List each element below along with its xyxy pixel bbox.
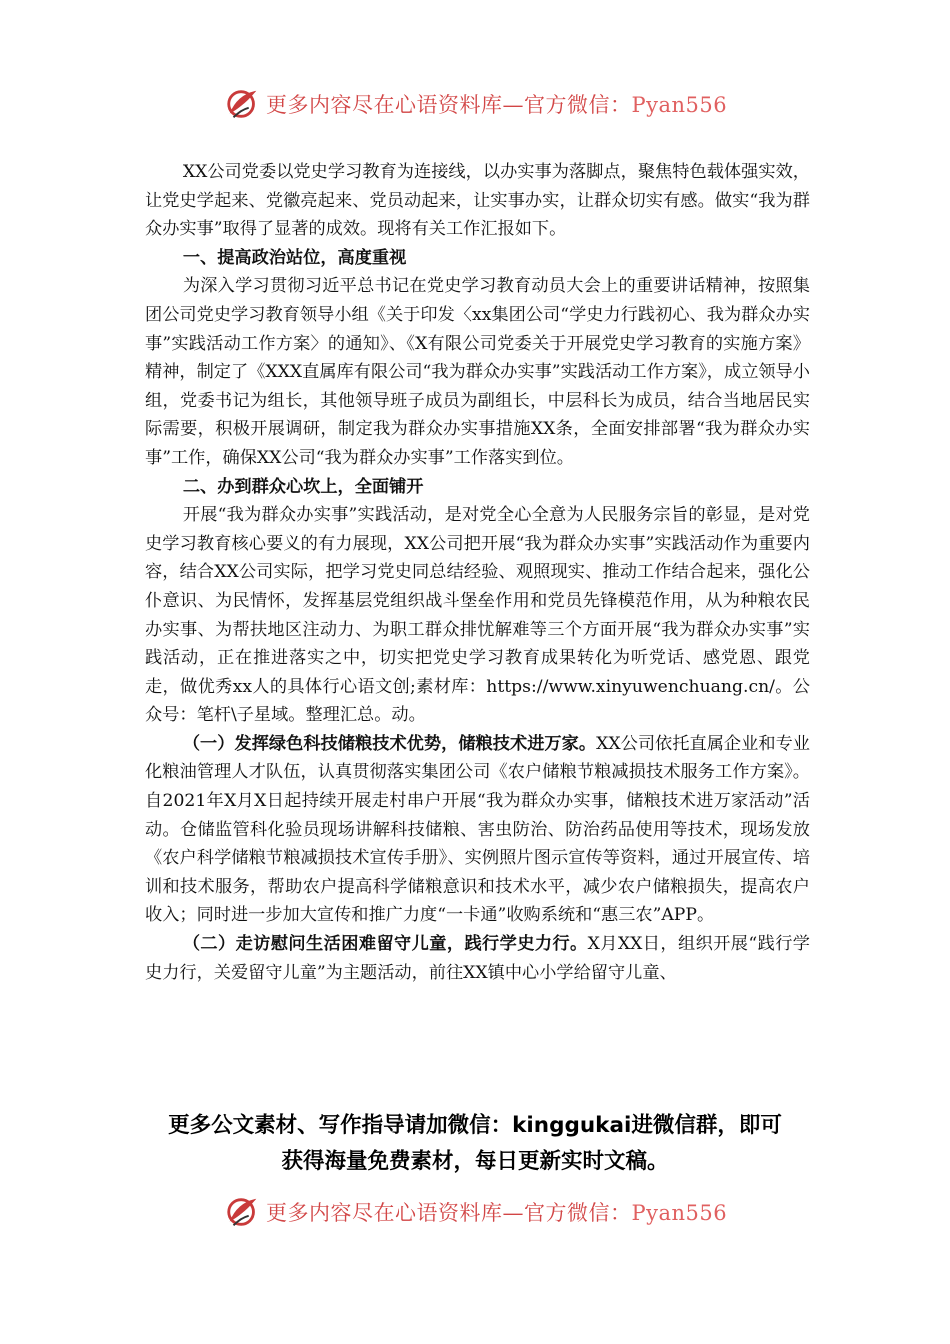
intro-paragraph: XX公司党委以党史学习教育为连接线，以办实事为落脚点，聚焦特色载体强实效，让党史学起来、党徽亮起来、党员动起来，让实事办实，让群众切实有感。做实“我为群众办实事”取得了显著的成效。现将有关工作汇报如下。 (145, 162, 810, 240)
banner-text: 更多内容尽在心语资料库—官方微信：Pyan556 (266, 93, 728, 117)
banner-text: 更多内容尽在心语资料库—官方微信：Pyan556 (266, 1201, 728, 1225)
section-heading-2: 二、办到群众心坎上，全面铺开 (182, 476, 424, 497)
subsection-1-body: XX公司依托直属企业和专业化粮油管理人才队伍，认真贯彻落实集团公司《农户储粮节粮减损技术服务工作方案》。自2021年X月X日起持续开展走村串户开展“我为群众办实事，储粮技术进万家活动”活动。仓储监管科化验员现场讲解科技储粮、害虫防治、防治药品使用等技术，现场发放《农户科学储粮节粮减损技术宣传手册》、实例照片图示宣传等资料，通过开展宣传、培训和技术服务，帮助农户提高科学储粮意识和技术水平，减少农户储粮损失，提高农户收入；同时进一步加大宣传和推广力度“一卡通”收购系统和“惠三农”APP。 (145, 733, 810, 926)
header-watermark-banner (224, 84, 744, 124)
wechat-id: Pyan556 (631, 93, 728, 117)
section-2-paragraph: 开展“我为群众办实事”实践活动，是对党全心全意为人民服务宗旨的彰显，是对党史学习教育核心要义的有力展现，XX公司把开展“我为群众办实事”实践活动作为重要内容，结合XX公司实际，把学习党史同总结经验、观照现实、推动工作结合起来，强化公仆意识、为民情怀，发挥基层党组织战斗堡垒作用和党员先锋模范作用，从为种粮农民办实事、为帮扶地区注动力、为职工群众排忧解难等三个方面开展“我为群众办实事”实践活动，正在推进落实之中，切实把党史学习教育成果转化为听党话、感党恩、跟党走，做优秀xx人的具体行心语文创;素材库：https://www.xinyuwenchuang.cn/。公众号：笔杆\子星域。整理汇总。动。 (145, 505, 810, 726)
section-1-paragraph: 为深入学习贯彻习近平总书记在党史学习教育动员大会上的重要讲话精神，按照集团公司党史学习教育领导小组《关于印发〈xx集团公司“学史力行践初心、我为群众办实事”实践活动工作方案〉的通知》、《X有限公司党委关于开展党史学习教育的实施方案》精神，制定了《XXX直属库有限公司“我为群众办实事”实践活动工作方案》，成立领导小组，党委书记为组长，其他领导班子成员为副组长，中层科长为成员，结合当地居民实际需要，积极开展调研，制定我为群众办实事措施XX条，全面安排部署“我为群众办实事”工作，确保XX公司“我为群众办实事”工作落实到位。 (145, 276, 810, 468)
subsection-2-paragraph (145, 930, 810, 987)
brush-logo-icon (224, 1193, 262, 1231)
footer-watermark-banner (224, 1192, 744, 1232)
subsection-2-body: X月XX日，组织开展“践行学史力行，关爱留守儿童”为主题活动，前往XX镇中心小学给留守儿童、 (145, 934, 810, 983)
promo-line-2: 获得海量免费素材，每日更新实时文稿。 (281, 1149, 669, 1174)
section-heading-1: 一、提高政治站位，高度重视 (182, 247, 407, 268)
subsection-2-title: （二）走访慰问生活困难留守儿童，践行学史力行。 (182, 934, 588, 955)
wechat-id: Pyan556 (631, 1201, 728, 1225)
subsection-1-title: （一）发挥绿色科技储粮技术优势，储粮技术进万家。 (182, 733, 597, 754)
promo-line-1: 更多公文素材、写作指导请加微信：kinggukai进微信群，即可 (168, 1113, 782, 1138)
subsection-1-paragraph (145, 730, 810, 930)
document-body (145, 158, 810, 987)
promo-notice (120, 1108, 830, 1180)
brush-logo-icon (224, 85, 262, 123)
